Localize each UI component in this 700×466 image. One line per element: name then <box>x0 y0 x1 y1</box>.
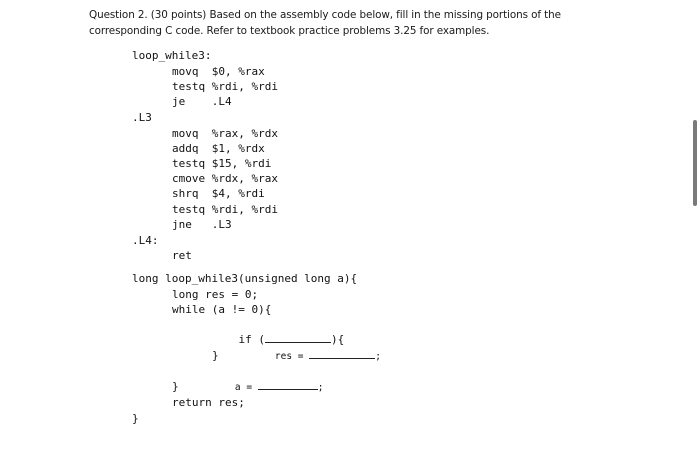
c-res-suffix: ; <box>375 351 381 362</box>
c-init: long res = 0; <box>172 288 259 301</box>
asm-line: testq %rdi, %rdi <box>172 203 278 216</box>
res-assignment-blank[interactable] <box>309 348 375 359</box>
asm-line: jne .L3 <box>172 218 232 231</box>
question-line-2: corresponding C code. Refer to textbook practice problems 3.25 for examples. <box>89 25 490 37</box>
c-while: while (a != 0){ <box>172 303 272 316</box>
c-if-prefix: if ( <box>238 333 265 346</box>
asm-line: cmove %rdx, %rax <box>172 172 278 185</box>
asm-line: addq $1, %rdx <box>172 142 265 155</box>
c-close-func: } <box>132 412 139 425</box>
asm-label-l4: .L4: <box>132 234 159 247</box>
c-if-suffix: ){ <box>331 333 345 346</box>
asm-line: shrq $4, %rdi <box>172 187 265 200</box>
c-a-prefix: a = <box>234 382 253 393</box>
vertical-scrollbar[interactable] <box>693 120 697 206</box>
asm-label-l3: .L3 <box>132 111 152 124</box>
a-update-blank[interactable] <box>258 379 318 390</box>
c-close-while: } <box>172 380 179 393</box>
c-signature: long loop_while3(unsigned long a){ <box>132 272 358 285</box>
asm-line: testq $15, %rdi <box>172 157 272 170</box>
question-line-1: Question 2. (30 points) Based on the assembly code below, fill in the missing portions of the <box>89 9 561 21</box>
question-text <box>89 7 569 39</box>
asm-label-loop: loop_while3: <box>132 49 212 62</box>
asm-line: testq %rdi, %rdi <box>172 80 278 93</box>
asm-line: movq $0, %rax <box>172 65 265 78</box>
asm-ret: ret <box>172 249 192 262</box>
c-close-if: } <box>212 349 219 362</box>
c-return: return res; <box>172 396 245 409</box>
c-a-suffix: ; <box>317 382 324 393</box>
asm-line: movq %rax, %rdx <box>172 127 278 140</box>
asm-line: je .L4 <box>172 95 232 108</box>
c-res-prefix: res = <box>274 351 304 362</box>
